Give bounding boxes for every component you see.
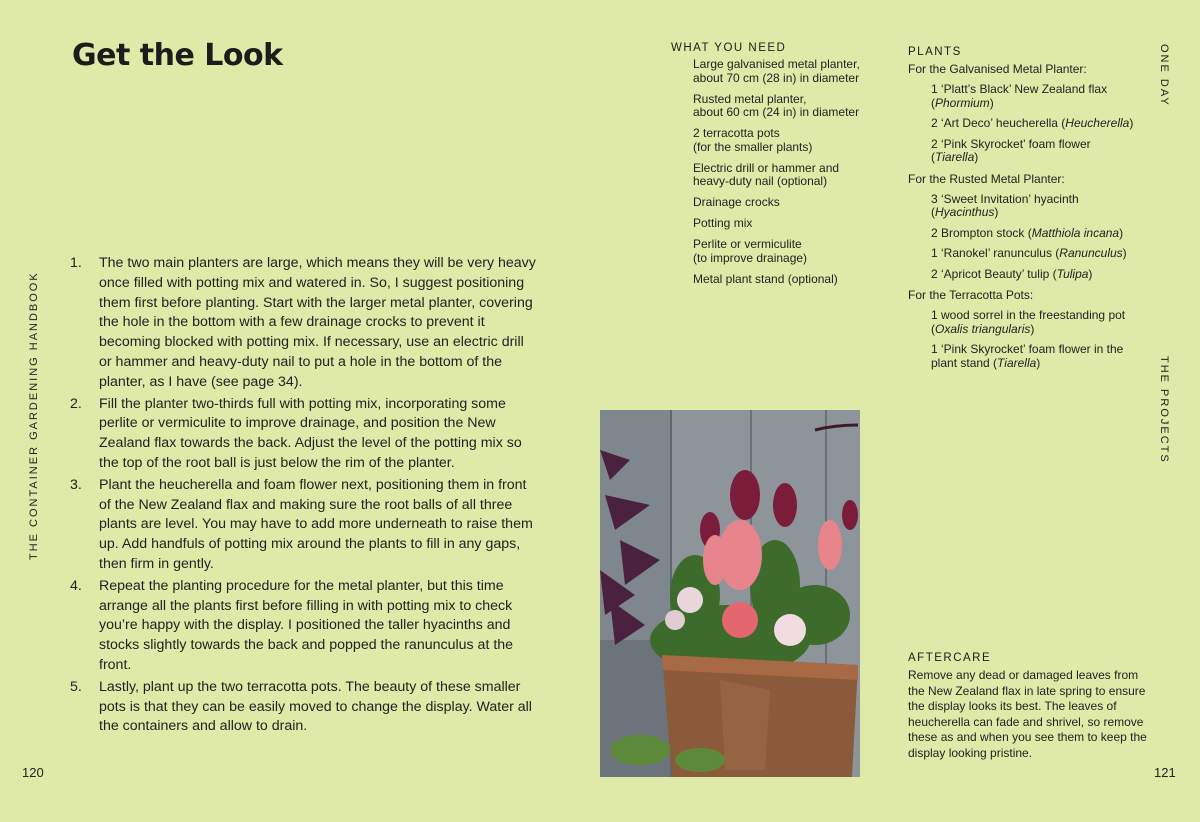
what-you-need-list: [671, 58, 891, 286]
step-item: [70, 476, 540, 575]
what-you-need-panel: [671, 42, 891, 294]
plant-item: 2 ‘Pink Skyrocket’ foam flower (Tiarella): [931, 136, 1091, 164]
plant-item: 1 ‘Platt’s Black’ New Zealand flax (Phormium): [931, 82, 1108, 110]
step-number: 4.: [70, 577, 82, 594]
step-text: Lastly, plant up the two terracotta pots. The beauty of these smaller pots is that they can be easily moved to change the display. Water all the containers and allow to drain.: [99, 678, 532, 735]
list-item: 2 terracotta pots (for the smaller plants): [693, 126, 813, 154]
list-item: Electric drill or hammer and heavy-duty nail (optional): [693, 160, 840, 188]
plant-item: 1 wood sorrel in the freestanding pot (Oxalis triangularis): [931, 308, 1126, 336]
plant-item: 2 ‘Apricot Beauty’ tulip (Tulipa): [931, 266, 1093, 281]
plant-group-label: For the Terracotta Pots:: [908, 288, 1034, 302]
plant-item: 2 ‘Art Deco’ heucherella (Heucherella): [931, 116, 1134, 130]
what-you-need-heading: WHAT YOU NEED: [671, 42, 787, 54]
plants-panel: [908, 46, 1140, 377]
list-item: Large galvanised metal planter, about 70 cm (28 in) in diameter: [693, 57, 860, 85]
plant-list: [908, 83, 1140, 165]
step-text: Fill the planter two-thirds full with potting mix, incorporating some perlite or vermiculite to improve drainage, and position the New Zealand flax towards the back. Adjust the level of the potting mix so the top of the root ball is just below the rim of the planter.: [99, 395, 522, 471]
aftercare-heading: AFTERCARE: [908, 652, 992, 664]
chapter-running-head: THE PROJECTS: [1158, 356, 1170, 464]
step-number: 3.: [70, 476, 82, 493]
book-title-running-head: THE CONTAINER GARDENING HANDBOOK: [28, 271, 40, 560]
list-item: Drainage crocks: [693, 195, 780, 209]
list-item: Metal plant stand (optional): [693, 271, 838, 286]
instruction-steps: [70, 254, 540, 739]
section-running-head: ONE DAY: [1158, 44, 1170, 107]
plant-list: [908, 309, 1140, 370]
plant-item: 3 ‘Sweet Invitation’ hyacinth (Hyacinthus): [931, 191, 1079, 219]
plant-item: 1 ‘Pink Skyrocket’ foam flower in the plant stand (Tiarella): [931, 342, 1124, 370]
step-item: [70, 577, 540, 676]
page-number-right: 121: [1154, 765, 1176, 780]
step-item: [70, 678, 540, 737]
step-text: Repeat the planting procedure for the metal planter, but this time arrange all the plants first before filling in with potting mix to check you’re happy with the display. I positioned the taller hyacinths and stocks slightly towards the back and popped the ranunculus at the front.: [99, 577, 514, 673]
list-item: Rusted metal planter, about 60 cm (24 in) in diameter: [693, 91, 860, 119]
aftercare-panel: [908, 652, 1148, 762]
plant-group-label: For the Rusted Metal Planter:: [908, 171, 1065, 186]
step-number: 5.: [70, 678, 82, 695]
step-number: 2.: [70, 395, 82, 412]
plant-group-label: For the Galvanised Metal Planter:: [908, 62, 1087, 76]
list-item: Potting mix: [693, 216, 753, 230]
page-title: Get the Look: [72, 38, 283, 73]
step-item: [70, 395, 540, 474]
aftercare-text: Remove any dead or damaged leaves from the New Zealand flax in late spring to ensure the display looks its best. The leaves of heucherella can fade and shrivel, so remove these as and when you see them to keep the display looking pristine.: [908, 668, 1147, 760]
step-item: [70, 254, 540, 393]
plant-item: 1 ‘Ranokel’ ranunculus (Ranunculus): [931, 246, 1127, 260]
plant-list: [908, 193, 1140, 282]
step-text: Plant the heucherella and foam flower next, positioning them in front of the New Zealand flax and making sure the root balls of all three plants are level. You may have to add more underneath to raise them up. Add handfuls of potting mix around the plants to fill in any gaps, then firm in gently.: [99, 476, 533, 572]
plants-heading: PLANTS: [908, 46, 962, 58]
page-number-left: 120: [22, 765, 44, 780]
step-number: 1.: [70, 255, 82, 271]
list-item: Perlite or vermiculite (to improve drainage): [693, 237, 808, 265]
step-text: The two main planters are large, which means they will be very heavy once filled with potting mix and watered in. So, I suggest positioning them first before planting. Start with the larger metal planter, covering the hole in the bottom with a few drainage crocks to prevent it becoming blocked with potting mix. If necessary, use an electric drill or hammer and heavy-duty nail to put a hole in the bottom of the planter, as I have (see page 34).: [99, 255, 536, 390]
plant-item: 2 Brompton stock (Matthiola incana): [931, 225, 1124, 240]
planter-photo: [600, 410, 860, 777]
